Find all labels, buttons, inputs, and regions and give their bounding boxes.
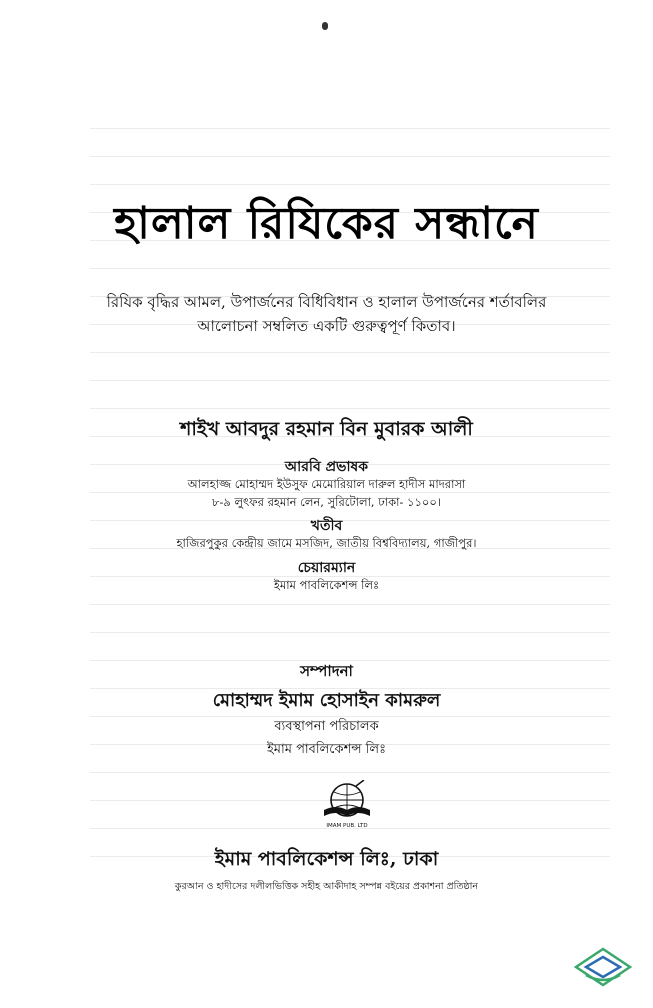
role-line: আলহাজ্জ মোহাম্মদ ইউসুফ মেমোরিয়াল দারুল হাদীস মাদরাসা xyxy=(187,477,466,491)
publisher-tagline: কুরআন ও হাদীসের দলীলভিত্তিক সহীহ আকীদাহ সম্পন্ন বইয়ের প্রকাশনা প্রতিষ্ঠান xyxy=(174,881,479,892)
publisher-name: ইমাম পাবলিকেশন্স লিঃ, ঢাকা xyxy=(214,848,439,870)
role-line: ইমাম পাবলিকেশন্স লিঃ xyxy=(273,578,380,592)
book-subtitle: রিযিক বৃদ্ধির আমল, উপার্জনের বিধিবিধান ও হালাল উপার্জনের শর্তাবলির আলোচনা সম্বলিত একটি গুরুত্বপূর্ণ কিতাব। xyxy=(106,293,547,335)
role-label-lecturer: আরবি প্রভাষক xyxy=(284,459,369,475)
role-line: ৮-৯ লুৎফর রহমান লেন, সুরিটোলা, ঢাকা- ১১০০। xyxy=(212,495,441,509)
editor-role: ব্যবস্থাপনা পরিচালক xyxy=(274,719,379,734)
role-line: হাজিরপুকুর কেন্দ্রীয় জামে মসজিদ, জাতীয় বিশ্ববিদ্যালয়, গাজীপুর। xyxy=(176,536,477,550)
page-mark xyxy=(322,22,328,30)
book-title: হালাল রিযিকের সন্ধানে xyxy=(114,198,539,249)
publisher-logo-text: IMAM PUB. LTD xyxy=(326,823,368,829)
editor-label: সম্পাদনা xyxy=(300,662,353,680)
role-label-khatib: খতীব xyxy=(310,518,343,534)
publisher-logo xyxy=(318,780,376,830)
role-label-chairman: চেয়ারম্যান xyxy=(297,560,356,576)
author-name: শাইখ আবদুর রহমান বিন মুবারক আলী xyxy=(180,418,473,440)
editor-name: মোহাম্মদ ইমাম হোসাইন কামরুল xyxy=(212,690,441,711)
corner-logo-icon xyxy=(572,945,634,989)
editor-org: ইমাম পাবলিকেশন্স লিঃ xyxy=(266,742,387,757)
